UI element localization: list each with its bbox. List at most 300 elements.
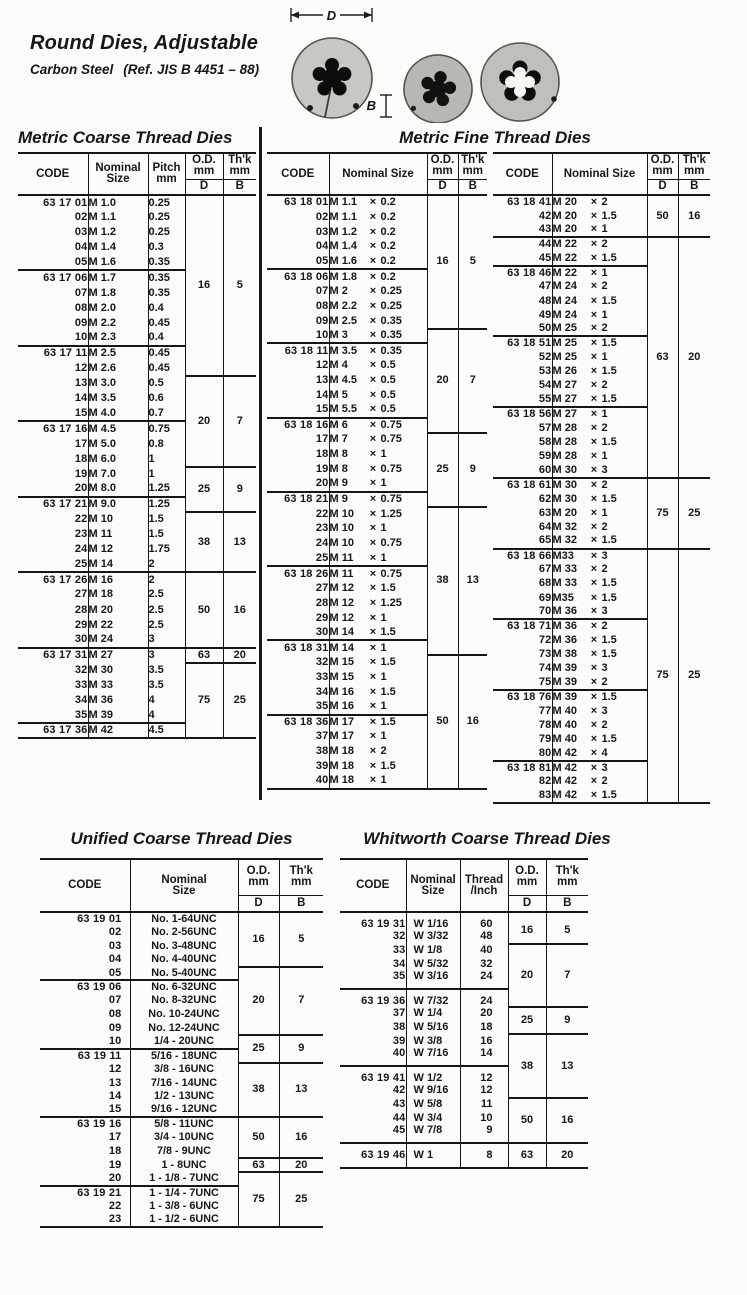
od-cell: 63 <box>238 1158 279 1172</box>
times-sign: × <box>590 506 598 519</box>
code-cell: 22 <box>74 513 88 526</box>
size-cell: M 26 × 1.5 <box>552 365 647 379</box>
size-cell: M 18 <box>88 587 148 602</box>
times-sign: × <box>369 240 377 253</box>
table-row <box>267 329 487 344</box>
times-sign: × <box>590 549 598 562</box>
size-cell: M 16 × 1 <box>329 700 427 715</box>
code-cell: 63 18 21 <box>267 492 329 507</box>
size-cell: M 30 × 3 <box>552 464 647 478</box>
times-sign: × <box>369 567 377 580</box>
od-cell: 20 <box>508 944 546 1007</box>
times-sign: × <box>590 620 598 633</box>
size-cell: M 12 × 1.5 <box>329 581 427 596</box>
code-cell: 04 <box>315 240 329 253</box>
thread-cell: 16 <box>460 1034 508 1048</box>
code-header: CODE <box>267 153 329 195</box>
size-cell: M 9.0 <box>88 497 148 512</box>
size-cell: 1 - 8UNC <box>130 1158 238 1172</box>
code-cell: 73 <box>538 648 552 661</box>
times-sign: × <box>369 329 377 342</box>
thk-cell: 7 <box>458 329 487 433</box>
thread-cell: 40 <box>460 944 508 958</box>
code-cell: 63 18 41 <box>507 196 552 209</box>
size-cell: 3/4 - 10UNC <box>130 1131 238 1145</box>
code-cell: 17 <box>108 1131 122 1144</box>
thk-cell: 25 <box>279 1172 323 1227</box>
size-cell: W 3/16 <box>406 971 460 989</box>
size-cell: M 22 × 2 <box>552 237 647 251</box>
times-sign: × <box>369 388 377 401</box>
pitch-cell: 3.5 <box>148 663 185 678</box>
size-cell: M 2.3 <box>88 331 148 346</box>
b-subheader: B <box>678 179 710 195</box>
nominal-size-header: Nominal Size <box>88 153 148 195</box>
times-sign: × <box>590 704 598 717</box>
size-cell: M 8 × 0.75 <box>329 462 427 477</box>
size-cell: No. 10-24UNC <box>130 1008 238 1022</box>
table-row <box>18 195 256 210</box>
size-cell: M 18 × 1.5 <box>329 759 427 774</box>
code-cell: 23 <box>108 1212 122 1225</box>
d-subheader: D <box>427 179 458 195</box>
times-sign: × <box>369 210 377 223</box>
size-cell: M 6.0 <box>88 452 148 467</box>
size-cell: W 9/16 <box>406 1084 460 1098</box>
thk-cell: 7 <box>223 376 256 467</box>
od-cell: 50 <box>427 655 458 789</box>
code-cell: 70 <box>538 605 552 618</box>
size-cell: M 10 × 1 <box>329 522 427 537</box>
od-cell: 75 <box>647 478 678 549</box>
code-cell: 02 <box>108 926 122 939</box>
die-angled-view <box>398 49 479 123</box>
code-cell: 82 <box>538 775 552 788</box>
pitch-cell: 3.5 <box>148 678 185 693</box>
code-cell: 02 <box>315 210 329 223</box>
thk-cell: 20 <box>678 237 710 477</box>
size-cell: M 27 × 1 <box>552 407 647 421</box>
thk-cell: 20 <box>279 1158 323 1172</box>
code-cell: 14 <box>74 392 88 405</box>
od-cell: 75 <box>185 663 223 738</box>
od-cell: 38 <box>508 1034 546 1097</box>
times-sign: × <box>590 365 598 378</box>
size-cell: M 14 × 1.5 <box>329 625 427 640</box>
code-cell: 63 19 36 <box>340 989 406 1007</box>
size-cell: M 16 <box>88 572 148 587</box>
size-cell: No. 8-32UNC <box>130 994 238 1008</box>
thk-cell: 5 <box>546 912 588 944</box>
thk-cell: 9 <box>279 1035 323 1062</box>
thread-cell: 18 <box>460 1021 508 1035</box>
size-cell: M 1.1 × 0.2 <box>329 195 427 210</box>
code-cell: 53 <box>538 365 552 378</box>
code-cell: 10 <box>74 331 88 344</box>
times-sign: × <box>369 656 377 669</box>
od-cell: 16 <box>238 912 279 967</box>
code-cell: 63 17 36 <box>18 723 88 738</box>
pitch-cell: 1.75 <box>148 542 185 557</box>
code-cell: 63 18 01 <box>284 196 329 209</box>
thk-cell: 7 <box>546 944 588 1007</box>
code-cell: 22 <box>108 1199 122 1212</box>
size-cell: No. 3-48UNC <box>130 939 238 953</box>
code-cell: 17 <box>315 433 329 446</box>
size-cell: M 27 × 1.5 <box>552 393 647 407</box>
od-cell: 25 <box>427 433 458 507</box>
thk-cell: 20 <box>223 648 256 663</box>
od-cell: 50 <box>647 195 678 237</box>
b-subheader: B <box>458 179 487 195</box>
code-cell: 62 <box>538 492 552 505</box>
code-cell: 25 <box>74 557 88 570</box>
code-cell: 63 19 06 <box>40 980 130 994</box>
code-cell: 28 <box>74 603 88 616</box>
code-cell: 08 <box>108 1008 122 1021</box>
times-sign: × <box>369 448 377 461</box>
code-cell: 15 <box>108 1103 122 1116</box>
size-cell: No. 1-64UNC <box>130 912 238 926</box>
size-cell: M 5.0 <box>88 437 148 452</box>
code-cell: 77 <box>538 704 552 717</box>
thk-cell: 16 <box>458 655 487 789</box>
pitch-cell: 0.25 <box>148 195 185 210</box>
times-sign: × <box>590 450 598 463</box>
times-sign: × <box>590 196 598 209</box>
pitch-cell: 1.25 <box>148 497 185 512</box>
code-cell: 63 18 16 <box>267 418 329 433</box>
code-cell: 63 18 51 <box>493 336 552 350</box>
whitworth-table <box>340 858 588 1169</box>
times-sign: × <box>369 225 377 238</box>
code-cell: 09 <box>108 1021 122 1034</box>
material-label: Carbon Steel <box>30 62 114 77</box>
table-row <box>40 967 323 981</box>
thk-header: Th'k mm <box>223 153 256 179</box>
table-row <box>40 1117 323 1131</box>
thk-cell: 25 <box>223 663 256 738</box>
times-sign: × <box>369 745 377 758</box>
metric-coarse-title: Metric Coarse Thread Dies <box>18 128 233 147</box>
table-row <box>493 237 710 251</box>
times-sign: × <box>590 308 598 321</box>
size-cell: M 33 <box>88 678 148 693</box>
times-sign: × <box>590 322 598 335</box>
size-cell: M 9 × 1 <box>329 477 427 492</box>
code-cell: 63 19 31 <box>361 918 406 930</box>
code-cell: 19 <box>315 463 329 476</box>
size-cell: M 1.4 <box>88 240 148 255</box>
code-cell: 09 <box>315 314 329 327</box>
size-cell: M 5.5 × 0.5 <box>329 403 427 418</box>
thk-header: Th'k mm <box>279 859 323 895</box>
code-cell: 27 <box>315 581 329 594</box>
size-cell: M 5 × 0.5 <box>329 388 427 403</box>
times-sign: × <box>590 266 598 279</box>
times-sign: × <box>590 337 598 350</box>
code-cell: 14 <box>108 1090 122 1103</box>
size-cell: M 39 × 2 <box>552 676 647 690</box>
code-cell: 63 18 11 <box>267 343 329 358</box>
code-cell: 43 <box>392 1098 406 1111</box>
times-sign: × <box>590 788 598 801</box>
size-cell: M 11 × 0.75 <box>329 566 427 581</box>
code-cell: 69 <box>538 591 552 604</box>
od-cell: 75 <box>238 1172 279 1227</box>
code-header: CODE <box>493 153 552 195</box>
times-sign: × <box>590 223 598 236</box>
code-cell: 13 <box>74 377 88 390</box>
code-cell: 39 <box>315 759 329 772</box>
round-dies-photo <box>268 5 568 123</box>
size-cell: W 3/32 <box>406 930 460 944</box>
times-sign: × <box>369 625 377 638</box>
size-cell: 7/8 - 9UNC <box>130 1145 238 1159</box>
size-cell: M 1.0 <box>88 195 148 210</box>
size-cell: W 5/16 <box>406 1021 460 1035</box>
times-sign: × <box>369 507 377 520</box>
nominal-size-header: Nominal Size <box>130 859 238 912</box>
nominal-size-header: Nominal Size <box>406 859 460 912</box>
code-cell: 63 18 06 <box>267 269 329 284</box>
pitch-cell: 2.5 <box>148 587 185 602</box>
code-cell: 37 <box>392 1007 406 1020</box>
od-cell: 63 <box>647 237 678 477</box>
size-cell: M 40 × 3 <box>552 704 647 718</box>
code-cell: 05 <box>74 255 88 268</box>
code-cell: 63 18 71 <box>493 619 552 633</box>
code-cell: 65 <box>538 534 552 547</box>
thk-cell: 13 <box>458 507 487 655</box>
code-cell: 05 <box>315 254 329 267</box>
times-sign: × <box>590 421 598 434</box>
size-cell: M 1.7 <box>88 270 148 285</box>
table-row <box>340 1143 588 1168</box>
code-cell: 63 18 81 <box>493 761 552 775</box>
od-header: O.D. mm <box>238 859 279 895</box>
times-sign: × <box>590 690 598 703</box>
pitch-cell: 0.6 <box>148 391 185 406</box>
thk-header: Th'k mm <box>546 859 588 895</box>
times-sign: × <box>369 314 377 327</box>
pitch-cell: 3 <box>148 648 185 663</box>
times-sign: × <box>590 238 598 251</box>
od-cell: 50 <box>238 1117 279 1158</box>
size-cell: M 3.5 × 0.35 <box>329 343 427 358</box>
code-cell: 35 <box>315 700 329 713</box>
code-cell: 12 <box>108 1062 122 1075</box>
code-cell: 12 <box>315 359 329 372</box>
table-row <box>267 507 487 522</box>
dimension-b-label: B <box>366 98 376 113</box>
size-cell: M 2.2 <box>88 316 148 331</box>
code-header: CODE <box>340 859 406 912</box>
size-cell: M 2 × 0.25 <box>329 284 427 299</box>
code-cell: 63 17 06 <box>18 270 88 285</box>
size-cell: W 1/2 <box>406 1066 460 1084</box>
table-row <box>18 648 256 663</box>
times-sign: × <box>590 718 598 731</box>
size-cell: M 39 <box>88 708 148 723</box>
od-cell: 63 <box>185 648 223 663</box>
size-cell: M 10 <box>88 512 148 527</box>
code-cell: 32 <box>315 656 329 669</box>
od-cell: 16 <box>427 195 458 329</box>
code-cell: 45 <box>538 251 552 264</box>
pitch-cell: 1 <box>148 452 185 467</box>
metric-fine-title: Metric Fine Thread Dies <box>399 128 591 147</box>
pitch-cell: 3 <box>148 633 185 648</box>
size-cell: M 24 × 1 <box>552 308 647 322</box>
table-row <box>18 512 256 527</box>
dimension-d-label: D <box>326 8 337 23</box>
table-row <box>493 549 710 563</box>
od-cell: 75 <box>647 549 678 804</box>
size-cell: M 1.1 <box>88 210 148 225</box>
times-sign: × <box>369 641 377 654</box>
thread-cell: 11 <box>460 1098 508 1112</box>
times-sign: × <box>369 700 377 713</box>
code-cell: 63 18 66 <box>493 549 552 563</box>
size-cell: M 22 × 1 <box>552 266 647 280</box>
table-row <box>18 572 256 587</box>
code-cell: 15 <box>315 403 329 416</box>
code-cell: 33 <box>74 679 88 692</box>
size-cell: M 18 × 1 <box>329 774 427 789</box>
size-cell: M 3.0 <box>88 376 148 391</box>
od-cell: 50 <box>185 572 223 647</box>
nominal-size-header: Nominal Size <box>329 153 427 195</box>
size-cell: M33 × 3 <box>552 549 647 563</box>
table-row <box>40 1063 323 1077</box>
times-sign: × <box>369 537 377 550</box>
code-cell: 20 <box>315 477 329 490</box>
code-cell: 03 <box>315 225 329 238</box>
size-cell: M 22 × 1.5 <box>552 252 647 266</box>
size-cell: M 32 × 2 <box>552 520 647 534</box>
code-cell: 18 <box>315 448 329 461</box>
code-cell: 63 18 26 <box>267 566 329 581</box>
table-row <box>267 655 487 670</box>
code-cell: 63 19 01 <box>77 912 122 925</box>
code-cell: 12 <box>74 362 88 375</box>
size-cell: M 2.6 <box>88 361 148 376</box>
size-cell: M 27 <box>88 648 148 663</box>
od-cell: 25 <box>238 1035 279 1062</box>
size-cell: W 7/16 <box>406 1048 460 1066</box>
od-cell: 25 <box>185 467 223 512</box>
size-cell: No. 6-32UNC <box>130 980 238 994</box>
code-cell: 20 <box>108 1171 122 1184</box>
times-sign: × <box>369 596 377 609</box>
size-cell: M 11 <box>88 527 148 542</box>
size-cell: M 20 × 1 <box>552 223 647 237</box>
size-cell: M 14 × 1 <box>329 640 427 655</box>
thk-header: Th'k mm <box>458 153 487 179</box>
size-cell: M 20 × 1.5 <box>552 209 647 223</box>
metric-coarse-table <box>18 152 256 739</box>
code-cell: 15 <box>74 406 88 419</box>
code-cell: 64 <box>538 520 552 533</box>
size-cell: M 1.8 × 0.2 <box>329 269 427 284</box>
pitch-cell: 1.5 <box>148 512 185 527</box>
code-cell: 63 18 56 <box>493 407 552 421</box>
times-sign: × <box>369 270 377 283</box>
size-cell: No. 5-40UNC <box>130 967 238 981</box>
pitch-cell: 2.5 <box>148 618 185 633</box>
pitch-cell: 0.4 <box>148 331 185 346</box>
size-cell: M 18 × 2 <box>329 744 427 759</box>
thk-cell: 13 <box>546 1034 588 1097</box>
od-cell: 16 <box>508 912 546 944</box>
page-title: Round Dies, Adjustable <box>30 32 259 54</box>
thread-cell: 24 <box>460 971 508 989</box>
code-cell: 38 <box>315 745 329 758</box>
size-cell: M 3 × 0.35 <box>329 329 427 344</box>
times-sign: × <box>590 351 598 364</box>
thread-cell: 12 <box>460 1066 508 1084</box>
size-cell: M 30 × 1.5 <box>552 492 647 506</box>
size-cell: 1/2 - 13UNC <box>130 1090 238 1104</box>
pitch-cell: 1.25 <box>148 482 185 497</box>
times-sign: × <box>590 408 598 421</box>
size-cell: M 1.2 × 0.2 <box>329 225 427 240</box>
size-cell: M 2.5 × 0.35 <box>329 314 427 329</box>
od-header: O.D. mm <box>185 153 223 179</box>
code-cell: 38 <box>392 1021 406 1034</box>
page-subtitle <box>30 62 259 77</box>
od-cell: 25 <box>508 1007 546 1034</box>
code-cell: 50 <box>538 322 552 335</box>
code-cell: 63 18 61 <box>493 478 552 492</box>
code-cell: 49 <box>538 308 552 321</box>
size-cell: M 36 × 2 <box>552 619 647 633</box>
thread-cell: 9 <box>460 1125 508 1143</box>
size-cell: M 15 × 1 <box>329 670 427 685</box>
code-cell: 09 <box>74 316 88 329</box>
times-sign: × <box>369 254 377 267</box>
size-cell: M 7 × 0.75 <box>329 433 427 448</box>
thread-cell: 24 <box>460 989 508 1007</box>
size-cell: M 25 × 2 <box>552 322 647 336</box>
code-cell: 18 <box>74 452 88 465</box>
times-sign: × <box>369 284 377 297</box>
code-cell: 32 <box>392 930 406 943</box>
size-cell: M 2.0 <box>88 301 148 316</box>
code-cell: 63 17 11 <box>18 346 88 361</box>
size-cell: M 40 × 1.5 <box>552 732 647 746</box>
thread-per-inch-header: Thread /Inch <box>460 859 508 912</box>
thk-cell: 16 <box>678 195 710 237</box>
size-cell: M 10 × 1.25 <box>329 507 427 522</box>
code-cell: 67 <box>538 563 552 576</box>
code-cell: 63 19 11 <box>40 1049 130 1063</box>
code-cell: 37 <box>315 730 329 743</box>
times-sign: × <box>369 477 377 490</box>
size-cell: 5/8 - 11UNC <box>130 1117 238 1131</box>
code-cell: 63 19 46 <box>340 1143 406 1168</box>
pitch-cell: 0.25 <box>148 210 185 225</box>
code-cell: 63 17 21 <box>18 497 88 512</box>
table-row <box>18 663 256 678</box>
d-subheader: D <box>238 895 279 912</box>
code-cell: 24 <box>315 537 329 550</box>
size-cell: M 17 × 1.5 <box>329 715 427 730</box>
times-sign: × <box>590 775 598 788</box>
od-cell: 20 <box>427 329 458 433</box>
size-cell: M 32 × 1.5 <box>552 534 647 548</box>
